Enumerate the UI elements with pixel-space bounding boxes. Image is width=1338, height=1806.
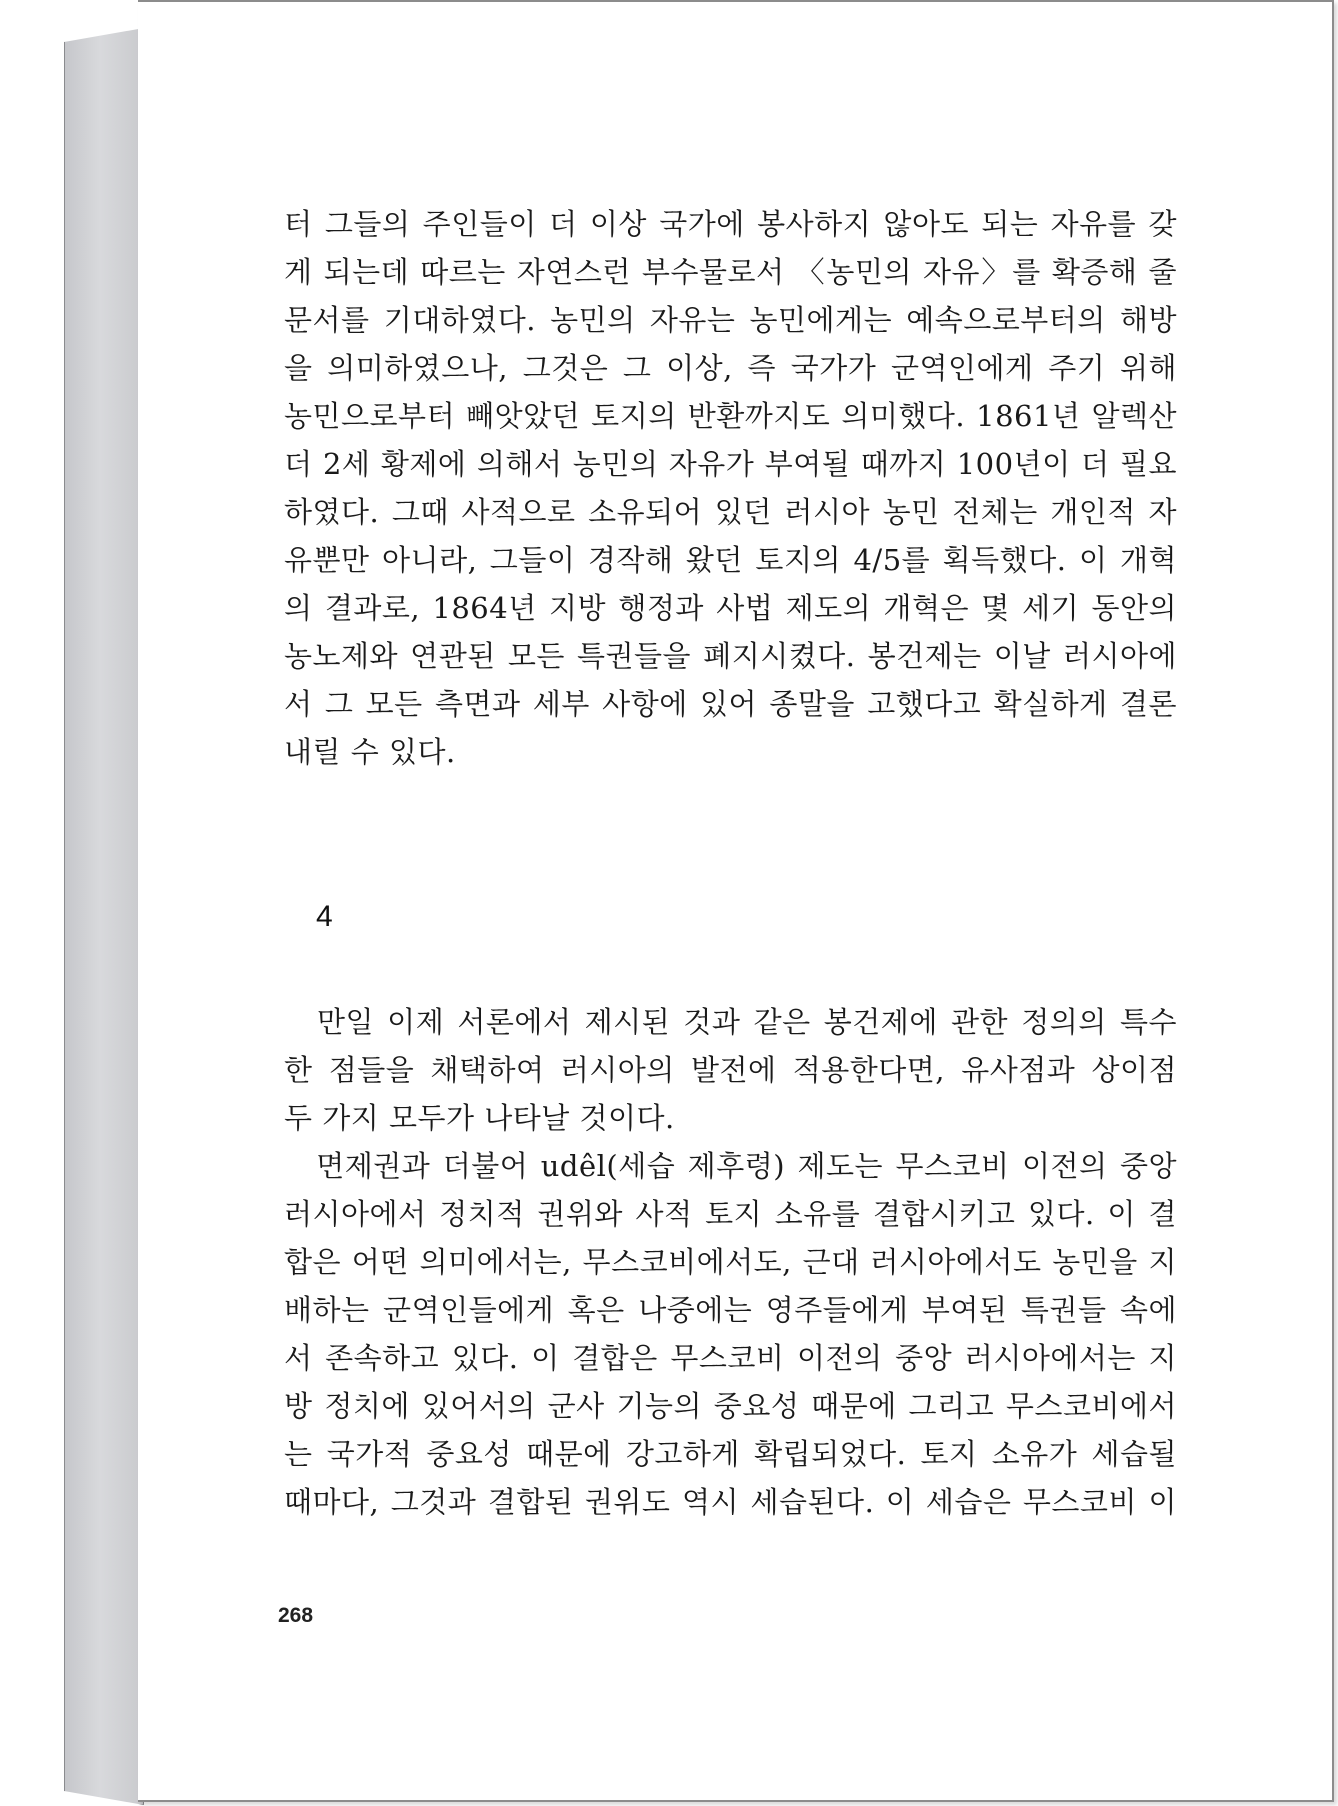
text-line: 면제권과 더불어 udêl(세습 제후령) 제도는 무스코비 이전의 중앙 (284, 1149, 1177, 1183)
text-line: 만일 이제 서론에서 제시된 것과 같은 봉건제에 관한 정의의 특수 (284, 1005, 1177, 1039)
book-spine (64, 28, 144, 1805)
text-line: 한 점들을 채택하여 러시아의 발전에 적용한다면, 유사점과 상이점 (284, 1053, 1177, 1087)
text-line: 유뿐만 아니라, 그들이 경작해 왔던 토지의 4/5를 획득했다. 이 개혁 (284, 543, 1177, 577)
paragraph-intro (284, 998, 1177, 1142)
text-line: 을 의미하였으나, 그것은 그 이상, 즉 국가가 군역인에게 주기 위해 (284, 351, 1177, 385)
text-line: 배하는 군역인들에게 혹은 나중에는 영주들에게 부여된 특권들 속에 (284, 1293, 1177, 1327)
text-line: 농노제와 연관된 모든 특권들을 폐지시켰다. 봉건제는 이날 러시아에 (284, 639, 1177, 673)
section-number: 4 (316, 900, 333, 933)
text-line: 문서를 기대하였다. 농민의 자유는 농민에게는 예속으로부터의 해방 (284, 303, 1177, 337)
text-line: 는 국가적 중요성 때문에 강고하게 확립되었다. 토지 소유가 세습될 (284, 1437, 1177, 1471)
paragraph-continued (284, 200, 1177, 776)
text-line: 게 되는데 따르는 자연스런 부수물로서 〈농민의 자유〉를 확증해 줄 (284, 255, 1177, 289)
text-line: 서 존속하고 있다. 이 결합은 무스코비 이전의 중앙 러시아에서는 지 (284, 1341, 1177, 1375)
text-line: 러시아에서 정치적 권위와 사적 토지 소유를 결합시키고 있다. 이 결 (284, 1197, 1177, 1231)
text-line: 터 그들의 주인들이 더 이상 국가에 봉사하지 않아도 되는 자유를 갖 (284, 207, 1177, 241)
text-line: 하였다. 그때 사적으로 소유되어 있던 러시아 농민 전체는 개인적 자 (284, 495, 1177, 529)
text-line: 합은 어떤 의미에서는, 무스코비에서도, 근대 러시아에서도 농민을 지 (284, 1245, 1177, 1279)
text-line: 더 2세 황제에 의해서 농민의 자유가 부여될 때까지 100년이 더 필요 (284, 447, 1177, 481)
paragraph-udel (284, 1142, 1177, 1526)
text-line: 내릴 수 있다. (284, 735, 456, 769)
text-line: 두 가지 모두가 나타날 것이다. (284, 1101, 675, 1135)
text-line: 의 결과로, 1864년 지방 행정과 사법 제도의 개혁은 몇 세기 동안의 (284, 591, 1177, 625)
text-line: 때마다, 그것과 결합된 권위도 역시 세습된다. 이 세습은 무스코비 이 (284, 1485, 1177, 1519)
page-number: 268 (278, 1604, 314, 1627)
text-line: 서 그 모든 측면과 세부 사항에 있어 종말을 고했다고 확실하게 결론 (284, 687, 1177, 721)
book-page (138, 0, 1334, 1802)
text-line: 농민으로부터 빼앗았던 토지의 반환까지도 의미했다. 1861년 알렉산 (284, 399, 1177, 433)
text-line: 방 정치에 있어서의 군사 기능의 중요성 때문에 그리고 무스코비에서 (284, 1389, 1177, 1423)
